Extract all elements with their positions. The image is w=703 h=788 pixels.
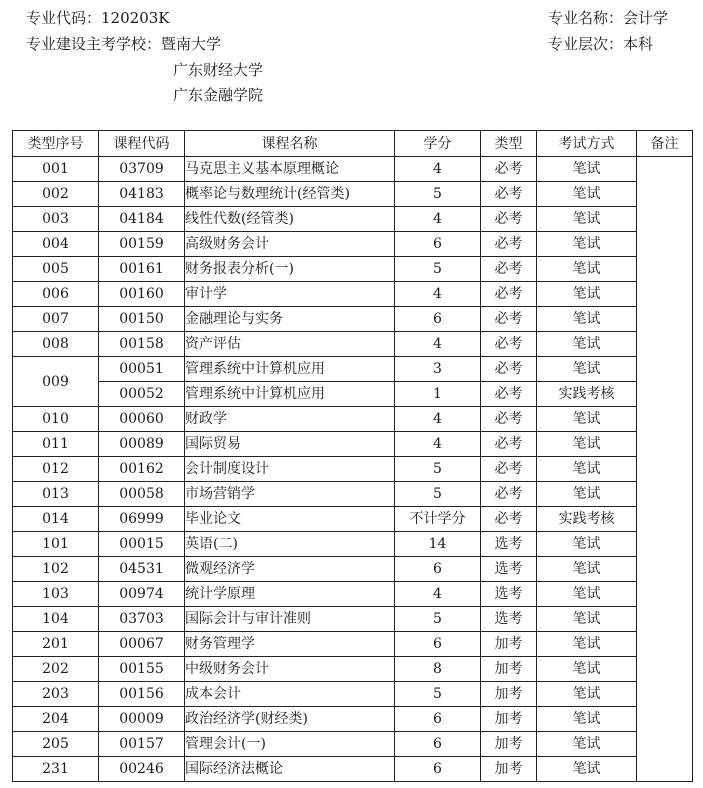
- cell-exam: 笔试: [537, 682, 637, 707]
- cell-type: 加考: [481, 682, 537, 707]
- cell-code: 03703: [99, 607, 185, 632]
- cell-type: 必考: [481, 457, 537, 482]
- cell-type: 必考: [481, 507, 537, 532]
- cell-seq: 005: [13, 257, 99, 282]
- cell-credit: 6: [395, 732, 481, 757]
- cell-name: 财务报表分析(一): [185, 257, 395, 282]
- cell-code: 00159: [99, 232, 185, 257]
- cell-seq: 010: [13, 407, 99, 432]
- cell-type: 必考: [481, 207, 537, 232]
- cell-credit: 1: [395, 382, 481, 407]
- cell-type: 必考: [481, 382, 537, 407]
- cell-seq: 204: [13, 707, 99, 732]
- col-name-header: 课程名称: [185, 131, 395, 157]
- cell-name: 国际会计与审计准则: [185, 607, 395, 632]
- cell-remark: [637, 157, 693, 782]
- cell-name: 金融理论与实务: [185, 307, 395, 332]
- cell-type: 必考: [481, 482, 537, 507]
- cell-credit: 4: [395, 282, 481, 307]
- cell-seq: 011: [13, 432, 99, 457]
- cell-name: 审计学: [185, 282, 395, 307]
- cell-credit: 3: [395, 357, 481, 382]
- cell-type: 选考: [481, 607, 537, 632]
- cell-credit: 6: [395, 557, 481, 582]
- cell-exam: 笔试: [537, 407, 637, 432]
- cell-credit: 5: [395, 607, 481, 632]
- cell-seq: 102: [13, 557, 99, 582]
- cell-code: 00156: [99, 682, 185, 707]
- major-code-label: 专业代码：: [26, 9, 102, 27]
- cell-type: 必考: [481, 282, 537, 307]
- cell-exam: 笔试: [537, 732, 637, 757]
- cell-code: 00060: [99, 407, 185, 432]
- cell-seq: 001: [13, 157, 99, 182]
- cell-code: 00051: [99, 357, 185, 382]
- table-row: [13, 632, 693, 657]
- cell-exam: 笔试: [537, 432, 637, 457]
- cell-credit: 4: [395, 207, 481, 232]
- host-school-1: 暨南大学: [161, 35, 222, 53]
- col-remark-header: 备注: [637, 131, 693, 157]
- cell-name: 财务管理学: [185, 632, 395, 657]
- table-row: [13, 657, 693, 682]
- cell-code: 00150: [99, 307, 185, 332]
- cell-exam: 笔试: [537, 482, 637, 507]
- cell-seq: 231: [13, 757, 99, 782]
- cell-credit: 4: [395, 432, 481, 457]
- cell-name: 高级财务会计: [185, 232, 395, 257]
- cell-seq: 009: [13, 357, 99, 407]
- cell-seq: 104: [13, 607, 99, 632]
- cell-name: 马克思主义基本原理概论: [185, 157, 395, 182]
- table-row: [13, 732, 693, 757]
- cell-credit: 5: [395, 182, 481, 207]
- cell-type: 选考: [481, 557, 537, 582]
- cell-type: 必考: [481, 232, 537, 257]
- cell-code: 06999: [99, 507, 185, 532]
- cell-exam: 笔试: [537, 307, 637, 332]
- cell-code: 04183: [99, 182, 185, 207]
- cell-seq: 201: [13, 632, 99, 657]
- cell-name: 概率论与数理统计(经管类): [185, 182, 395, 207]
- cell-code: 00157: [99, 732, 185, 757]
- table-row: [13, 282, 693, 307]
- cell-seq: 008: [13, 332, 99, 357]
- cell-name: 英语(二): [185, 532, 395, 557]
- cell-type: 加考: [481, 657, 537, 682]
- cell-exam: 笔试: [537, 657, 637, 682]
- cell-code: 00089: [99, 432, 185, 457]
- cell-credit: 5: [395, 457, 481, 482]
- cell-exam: 笔试: [537, 182, 637, 207]
- major-level: [548, 34, 653, 54]
- major-name-label: 专业名称：: [548, 9, 624, 27]
- cell-exam: 笔试: [537, 232, 637, 257]
- cell-credit: 5: [395, 482, 481, 507]
- table-header-row: [13, 131, 693, 157]
- cell-name: 政治经济学(财经类): [185, 707, 395, 732]
- cell-seq: 006: [13, 282, 99, 307]
- cell-code: 00067: [99, 632, 185, 657]
- cell-seq: 012: [13, 457, 99, 482]
- cell-name: 中级财务会计: [185, 657, 395, 682]
- table-row: [13, 157, 693, 182]
- cell-type: 必考: [481, 257, 537, 282]
- cell-exam: 笔试: [537, 457, 637, 482]
- cell-code: 04184: [99, 207, 185, 232]
- cell-credit: 5: [395, 257, 481, 282]
- cell-exam: 笔试: [537, 257, 637, 282]
- cell-exam: 实践考核: [537, 382, 637, 407]
- cell-name: 国际贸易: [185, 432, 395, 457]
- cell-seq: 002: [13, 182, 99, 207]
- cell-name: 市场营销学: [185, 482, 395, 507]
- cell-name: 毕业论文: [185, 507, 395, 532]
- cell-code: 00160: [99, 282, 185, 307]
- cell-exam: 实践考核: [537, 507, 637, 532]
- cell-credit: 6: [395, 307, 481, 332]
- cell-type: 选考: [481, 582, 537, 607]
- table-row: [13, 332, 693, 357]
- cell-name: 管理系统中计算机应用: [185, 357, 395, 382]
- table-row: [13, 557, 693, 582]
- cell-type: 选考: [481, 532, 537, 557]
- course-table: [12, 130, 693, 782]
- host-school-3: 广东金融学院: [173, 86, 264, 104]
- cell-type: 加考: [481, 732, 537, 757]
- cell-exam: 笔试: [537, 607, 637, 632]
- cell-name: 国际经济法概论: [185, 757, 395, 782]
- cell-credit: 14: [395, 532, 481, 557]
- cell-exam: 笔试: [537, 632, 637, 657]
- col-type-header: 类型: [481, 131, 537, 157]
- host-school-2: 广东财经大学: [173, 61, 264, 79]
- cell-code: 00015: [99, 532, 185, 557]
- cell-name: 成本会计: [185, 682, 395, 707]
- cell-name: 微观经济学: [185, 557, 395, 582]
- cell-exam: 笔试: [537, 557, 637, 582]
- cell-code: 03709: [99, 157, 185, 182]
- cell-exam: 笔试: [537, 282, 637, 307]
- cell-code: 00162: [99, 457, 185, 482]
- col-credit-header: 学分: [395, 131, 481, 157]
- cell-code: 00161: [99, 257, 185, 282]
- cell-exam: 笔试: [537, 332, 637, 357]
- cell-type: 必考: [481, 432, 537, 457]
- cell-seq: 007: [13, 307, 99, 332]
- cell-seq: 205: [13, 732, 99, 757]
- cell-seq: 014: [13, 507, 99, 532]
- cell-type: 加考: [481, 632, 537, 657]
- cell-credit: 6: [395, 632, 481, 657]
- table-row: [13, 407, 693, 432]
- table-row: [13, 432, 693, 457]
- cell-seq: 003: [13, 207, 99, 232]
- cell-name: 管理会计(一): [185, 732, 395, 757]
- major-code: [26, 8, 169, 28]
- cell-credit: 6: [395, 232, 481, 257]
- cell-type: 加考: [481, 707, 537, 732]
- host-school-label: 专业建设主考学校：: [26, 35, 162, 53]
- cell-exam: 笔试: [537, 757, 637, 782]
- col-code-header: 课程代码: [99, 131, 185, 157]
- major-code-value: 120203K: [101, 9, 170, 27]
- table-row: [13, 182, 693, 207]
- major-name-value: 会计学: [623, 9, 669, 27]
- col-seq-header: 类型序号: [13, 131, 99, 157]
- table-row: [13, 232, 693, 257]
- major-level-value: 本科: [623, 35, 654, 53]
- cell-code: 00009: [99, 707, 185, 732]
- cell-credit: 8: [395, 657, 481, 682]
- cell-code: 04531: [99, 557, 185, 582]
- cell-code: 00052: [99, 382, 185, 407]
- table-row: [13, 682, 693, 707]
- host-school: [26, 34, 221, 54]
- cell-code: 00246: [99, 757, 185, 782]
- major-name: [548, 8, 668, 28]
- cell-exam: 笔试: [537, 532, 637, 557]
- table-row: [13, 257, 693, 282]
- table-row: [13, 307, 693, 332]
- cell-code: 00155: [99, 657, 185, 682]
- cell-code: 00974: [99, 582, 185, 607]
- course-table-body: [13, 157, 693, 782]
- cell-exam: 笔试: [537, 582, 637, 607]
- table-row: [13, 382, 693, 407]
- cell-credit: 不计学分: [395, 507, 481, 532]
- table-row: [13, 532, 693, 557]
- table-row: [13, 757, 693, 782]
- cell-credit: 4: [395, 332, 481, 357]
- cell-type: 加考: [481, 757, 537, 782]
- table-row: [13, 707, 693, 732]
- cell-seq: 202: [13, 657, 99, 682]
- cell-name: 财政学: [185, 407, 395, 432]
- table-row: [13, 457, 693, 482]
- cell-seq: 004: [13, 232, 99, 257]
- cell-exam: 笔试: [537, 157, 637, 182]
- cell-seq: 101: [13, 532, 99, 557]
- cell-name: 资产评估: [185, 332, 395, 357]
- cell-name: 统计学原理: [185, 582, 395, 607]
- table-row: [13, 207, 693, 232]
- cell-code: 00158: [99, 332, 185, 357]
- cell-type: 必考: [481, 307, 537, 332]
- cell-type: 必考: [481, 332, 537, 357]
- cell-credit: 5: [395, 682, 481, 707]
- cell-seq: 203: [13, 682, 99, 707]
- cell-code: 00058: [99, 482, 185, 507]
- cell-credit: 4: [395, 407, 481, 432]
- cell-seq: 103: [13, 582, 99, 607]
- table-row: [13, 482, 693, 507]
- cell-exam: 笔试: [537, 357, 637, 382]
- cell-seq: 013: [13, 482, 99, 507]
- cell-name: 管理系统中计算机应用: [185, 382, 395, 407]
- major-level-label: 专业层次：: [548, 35, 624, 53]
- table-row: [13, 582, 693, 607]
- cell-name: 线性代数(经管类): [185, 207, 395, 232]
- cell-exam: 笔试: [537, 207, 637, 232]
- cell-type: 必考: [481, 407, 537, 432]
- cell-credit: 4: [395, 582, 481, 607]
- cell-name: 会计制度设计: [185, 457, 395, 482]
- table-row: [13, 607, 693, 632]
- table-row: [13, 507, 693, 532]
- cell-type: 必考: [481, 157, 537, 182]
- cell-credit: 6: [395, 757, 481, 782]
- cell-type: 必考: [481, 357, 537, 382]
- cell-credit: 4: [395, 157, 481, 182]
- cell-credit: 6: [395, 707, 481, 732]
- table-row: [13, 357, 693, 382]
- col-exam-header: 考试方式: [537, 131, 637, 157]
- cell-exam: 笔试: [537, 707, 637, 732]
- cell-type: 必考: [481, 182, 537, 207]
